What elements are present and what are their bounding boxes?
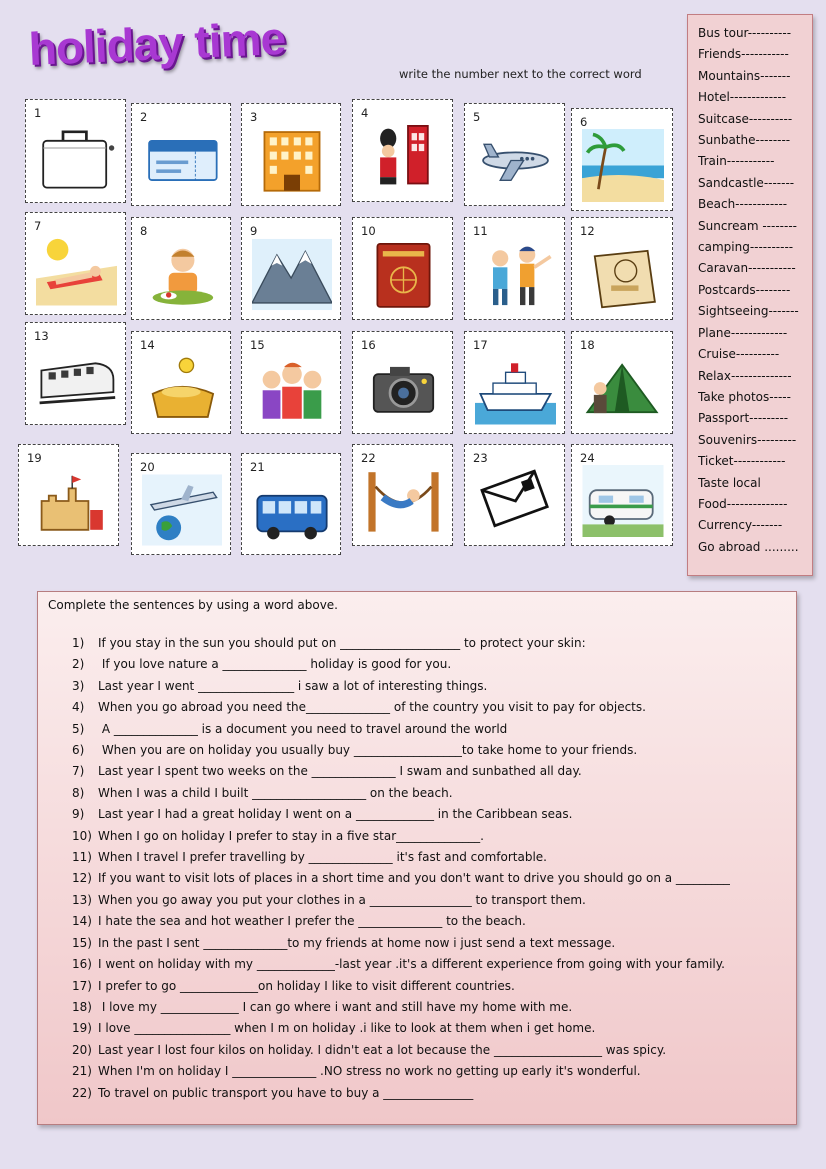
sentence-number: 3) bbox=[72, 678, 85, 693]
word-item: Caravan----------- bbox=[698, 261, 796, 276]
word-item: Plane------------- bbox=[698, 325, 788, 340]
friends-icon bbox=[252, 352, 332, 425]
sentence-item bbox=[72, 719, 792, 740]
card-number: 20 bbox=[140, 460, 155, 474]
sentence-text: I love my _____________ I can go where i want and still have my home with me. bbox=[98, 999, 573, 1014]
sentence-number: 10) bbox=[72, 828, 92, 843]
word-item: Ticket------------ bbox=[698, 454, 786, 469]
picture-card bbox=[352, 444, 453, 546]
hammock-icon bbox=[363, 465, 444, 537]
picture-card bbox=[464, 103, 565, 206]
word-item: Suncream -------- bbox=[698, 218, 797, 233]
card-number: 10 bbox=[361, 224, 376, 238]
sentence-number: 6) bbox=[72, 743, 85, 758]
sentence-number: 1) bbox=[72, 636, 85, 650]
word-item: Passport--------- bbox=[698, 411, 789, 426]
picture-card bbox=[241, 331, 341, 434]
sentence-item bbox=[72, 911, 792, 932]
word-item: Taste local bbox=[698, 475, 761, 490]
sentence-number: 7) bbox=[72, 764, 85, 779]
word-item: camping---------- bbox=[698, 240, 794, 255]
card-number: 16 bbox=[361, 338, 376, 352]
sentence-list bbox=[72, 633, 792, 1104]
word-item: Sunbathe-------- bbox=[698, 133, 791, 148]
card-number: 15 bbox=[250, 338, 265, 352]
picture-card bbox=[571, 331, 673, 434]
worksheet-title: holiday time bbox=[27, 11, 287, 76]
bus-icon bbox=[252, 474, 332, 546]
plane-icon bbox=[475, 124, 556, 197]
word-item: Food-------------- bbox=[698, 496, 788, 511]
sentence-item bbox=[72, 997, 792, 1018]
picture-card bbox=[131, 331, 231, 434]
sentence-item bbox=[72, 633, 792, 654]
card-number: 4 bbox=[361, 106, 369, 120]
sentence-item bbox=[72, 783, 792, 804]
sentence-number: 18) bbox=[72, 999, 92, 1014]
sentence-text: When you go abroad you need the______________ of the country you visit to pay for objects. bbox=[98, 700, 646, 715]
sentence-number: 21) bbox=[72, 1064, 92, 1079]
picture-card bbox=[131, 453, 231, 555]
sentence-item bbox=[72, 654, 792, 675]
sentence-item bbox=[72, 954, 792, 975]
card-number: 3 bbox=[250, 110, 258, 124]
hotel-icon bbox=[252, 124, 332, 197]
card-number: 2 bbox=[140, 110, 148, 124]
picture-card bbox=[352, 331, 453, 434]
card-number: 8 bbox=[140, 224, 148, 238]
picture-card bbox=[571, 108, 673, 211]
card-number: 11 bbox=[473, 224, 488, 238]
card-number: 19 bbox=[27, 451, 42, 465]
sentence-item bbox=[72, 890, 792, 911]
word-item: Relax-------------- bbox=[698, 368, 792, 383]
sentence-number: 11) bbox=[72, 850, 92, 865]
card-number: 14 bbox=[140, 338, 155, 352]
suitcase-icon bbox=[36, 120, 117, 194]
word-item: Sightseeing------- bbox=[698, 304, 799, 319]
sentence-item bbox=[72, 933, 792, 954]
card-number: 17 bbox=[473, 338, 488, 352]
card-number: 6 bbox=[580, 115, 588, 129]
sentence-number: 12) bbox=[72, 871, 92, 886]
sunbathe-icon bbox=[36, 233, 117, 306]
sentence-text: Last year I lost four kilos on holiday. I didn't eat a lot because the __________________ was spicy. bbox=[98, 1042, 667, 1057]
sentence-text: When I go on holiday I prefer to stay in a five star______________. bbox=[98, 828, 484, 843]
sentence-number: 13) bbox=[72, 892, 92, 907]
picture-card bbox=[25, 212, 126, 315]
picture-card bbox=[571, 444, 673, 546]
sentence-text: When I travel I prefer travelling by ______________ it's fast and comfortable. bbox=[98, 850, 547, 865]
beach-icon bbox=[582, 129, 664, 202]
picture-card bbox=[352, 99, 453, 202]
picture-card bbox=[25, 322, 126, 425]
word-item: Postcards-------- bbox=[698, 282, 791, 297]
sentence-item bbox=[72, 1061, 792, 1082]
word-item: Hotel------------- bbox=[698, 90, 787, 105]
card-number: 7 bbox=[34, 219, 42, 233]
word-item: Friends----------- bbox=[698, 47, 789, 62]
sentence-exercise-box bbox=[37, 591, 797, 1125]
card-number: 9 bbox=[250, 224, 258, 238]
card-number: 23 bbox=[473, 451, 488, 465]
word-item: Currency------- bbox=[698, 518, 783, 533]
sentence-text: I love ________________ when I m on holiday .i like to look at them when i get home. bbox=[98, 1021, 596, 1036]
word-item: Take photos----- bbox=[698, 389, 791, 404]
picture-card bbox=[241, 453, 341, 555]
sentence-item bbox=[72, 676, 792, 697]
sentence-text: When you go away you put your clothes in a _________________ to transport them. bbox=[98, 892, 586, 907]
sandcastle-icon bbox=[29, 465, 110, 537]
sentence-text: If you stay in the sun you should put on ____________________ to protect your skin: bbox=[98, 636, 586, 650]
picture-card bbox=[241, 217, 341, 320]
plane-globe-icon bbox=[142, 474, 222, 546]
card-number: 12 bbox=[580, 224, 595, 238]
word-list bbox=[688, 15, 812, 558]
picture-card bbox=[571, 217, 673, 320]
sentence-number: 9) bbox=[72, 807, 85, 822]
exercise-instruction: Complete the sentences by using a word above. bbox=[48, 598, 338, 612]
sentence-text: Last year I went ________________ i saw a lot of interesting things. bbox=[98, 678, 488, 693]
sentence-text: I hate the sea and hot weather I prefer the ______________ to the beach. bbox=[98, 914, 526, 929]
card-number: 21 bbox=[250, 460, 265, 474]
tourists-icon bbox=[475, 238, 556, 311]
sentence-number: 8) bbox=[72, 785, 85, 800]
sentence-item bbox=[72, 1083, 792, 1104]
food-icon bbox=[142, 238, 222, 311]
sentence-text: I went on holiday with my _____________-last year .it's a different experience from going with your family. bbox=[98, 957, 725, 972]
suncream-icon bbox=[582, 238, 664, 311]
word-item: Bus tour---------- bbox=[698, 26, 792, 40]
sentence-item bbox=[72, 740, 792, 761]
sentence-text: A ______________ is a document you need to travel around the world bbox=[98, 721, 508, 736]
word-item: Cruise---------- bbox=[698, 347, 780, 362]
sentence-item bbox=[72, 976, 792, 997]
word-item: Beach------------ bbox=[698, 197, 788, 212]
picture-card bbox=[464, 217, 565, 320]
sentence-item bbox=[72, 847, 792, 868]
cruise-ship-icon bbox=[475, 352, 556, 425]
word-item: Suitcase---------- bbox=[698, 111, 793, 126]
sentence-text: In the past I sent ______________to my friends at home now i just send a text message. bbox=[98, 935, 616, 950]
sentence-item bbox=[72, 761, 792, 782]
ticket-icon bbox=[142, 124, 222, 197]
sentence-number: 16) bbox=[72, 957, 92, 972]
word-item: Sandcastle------- bbox=[698, 175, 795, 190]
sentence-text: Last year I spent two weeks on the ______________ I swam and sunbathed all day. bbox=[98, 764, 582, 779]
sentence-text: When you are on holiday you usually buy __________________to take home to your friends. bbox=[98, 743, 638, 758]
sentence-text: To travel on public transport you have to buy a _______________ bbox=[98, 1085, 474, 1100]
sentence-text: Last year I had a great holiday I went on a _____________ in the Caribbean seas. bbox=[98, 807, 573, 822]
picture-card bbox=[241, 103, 341, 206]
sentence-item bbox=[72, 1040, 792, 1061]
sentence-number: 15) bbox=[72, 935, 92, 950]
caravan-icon bbox=[582, 465, 664, 537]
camping-icon bbox=[582, 352, 664, 425]
train-icon bbox=[36, 343, 117, 416]
word-item: Train----------- bbox=[698, 154, 775, 169]
camera-icon bbox=[363, 352, 444, 425]
sentence-text: I prefer to go _____________on holiday I like to visit different countries. bbox=[98, 978, 515, 993]
sentence-text: If you love nature a ______________ holiday is good for you. bbox=[98, 657, 452, 672]
word-item: Go abroad ......... bbox=[698, 539, 799, 554]
sentence-item bbox=[72, 826, 792, 847]
card-number: 22 bbox=[361, 451, 376, 465]
sentence-item bbox=[72, 868, 792, 889]
sentence-item bbox=[72, 804, 792, 825]
picture-card bbox=[464, 444, 565, 546]
word-list-box bbox=[687, 14, 813, 576]
passport-icon bbox=[363, 238, 444, 311]
sentence-text: When I was a child I built ___________________ on the beach. bbox=[98, 785, 453, 800]
sentence-number: 4) bbox=[72, 700, 85, 715]
sentence-text: If you want to visit lots of places in a short time and you don't want to drive you should go on a _________ bbox=[98, 871, 730, 886]
sentence-number: 17) bbox=[72, 978, 92, 993]
sentence-number: 5) bbox=[72, 721, 85, 736]
card-number: 1 bbox=[34, 106, 42, 120]
sentence-number: 20) bbox=[72, 1042, 92, 1057]
picture-card bbox=[352, 217, 453, 320]
card-number: 24 bbox=[580, 451, 595, 465]
card-number: 13 bbox=[34, 329, 49, 343]
picture-card bbox=[131, 103, 231, 206]
card-number: 18 bbox=[580, 338, 595, 352]
picture-card bbox=[464, 331, 565, 434]
picture-card bbox=[25, 99, 126, 203]
sentence-number: 19) bbox=[72, 1021, 92, 1036]
sentence-text: When I'm on holiday I ______________ .NO stress no work no getting up early it's wonderful. bbox=[98, 1064, 641, 1079]
purse-currency-icon bbox=[142, 352, 222, 425]
sentence-number: 2) bbox=[72, 657, 85, 672]
sentence-number: 22) bbox=[72, 1085, 92, 1100]
sentence-number: 14) bbox=[72, 914, 92, 929]
matching-instruction: write the number next to the correct word bbox=[399, 67, 642, 81]
picture-card bbox=[18, 444, 119, 546]
word-item: Mountains------- bbox=[698, 68, 791, 83]
sentence-item bbox=[72, 1018, 792, 1039]
picture-card bbox=[131, 217, 231, 320]
word-item: Souvenirs--------- bbox=[698, 432, 797, 447]
sightseeing-icon bbox=[363, 120, 444, 193]
card-number: 5 bbox=[473, 110, 481, 124]
postcard-icon bbox=[475, 465, 556, 537]
sentence-item bbox=[72, 697, 792, 718]
mountains-icon bbox=[252, 238, 332, 311]
